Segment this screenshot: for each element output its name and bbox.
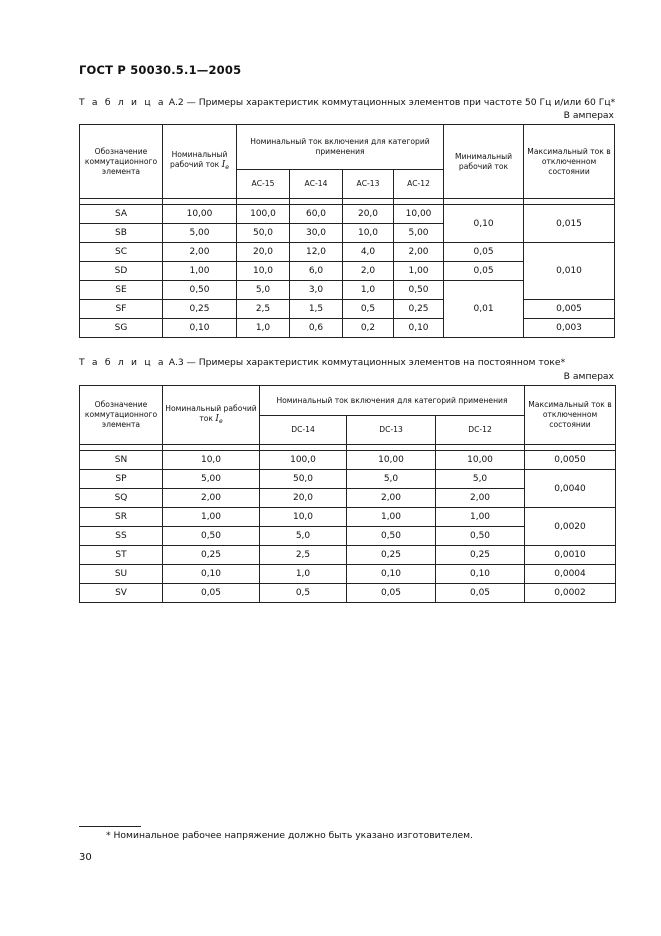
document-id: ГОСТ Р 50030.5.1—2005	[79, 63, 242, 77]
cell-value: 0,50	[436, 527, 525, 546]
cell-rated-current: 0,50	[163, 281, 237, 300]
cell-value: 10,0	[260, 508, 347, 527]
cell-value: 1,0	[260, 565, 347, 584]
cell-value: 2,00	[394, 243, 444, 262]
header-category: АС-13	[343, 170, 394, 199]
table-a2-caption	[79, 97, 615, 108]
cell-designation: SN	[80, 451, 163, 470]
cell-value: 100,0	[260, 451, 347, 470]
cell-designation: SD	[80, 262, 163, 281]
cell-value: 10,00	[394, 205, 444, 224]
cell-value: 1,0	[237, 319, 290, 338]
cell-value: 0,5	[343, 300, 394, 319]
cell-value: 0,2	[343, 319, 394, 338]
cell-value: 50,0	[237, 224, 290, 243]
table-row	[80, 470, 616, 489]
cell-value: 4,0	[343, 243, 394, 262]
cell-designation: SA	[80, 205, 163, 224]
table-a3-caption-text: А.3 — Примеры характеристик коммутационных элементов на постоянном токе*	[168, 357, 566, 368]
cell-value: 10,00	[347, 451, 436, 470]
table-row	[80, 205, 615, 224]
cell-rated-current: 0,10	[163, 319, 237, 338]
cell-max-off-current: 0,005	[524, 300, 615, 319]
table-a3	[79, 385, 616, 603]
header-max-off-current: Максимальный ток в отключенном состоянии	[524, 125, 615, 199]
cell-value: 2,5	[237, 300, 290, 319]
cell-max-off-current: 0,010	[524, 243, 615, 300]
cell-designation: SE	[80, 281, 163, 300]
cell-value: 20,0	[343, 205, 394, 224]
cell-value: 0,25	[347, 546, 436, 565]
table-row	[80, 508, 616, 527]
table-row	[80, 546, 616, 565]
cell-value: 10,0	[237, 262, 290, 281]
cell-rated-current: 0,25	[163, 300, 237, 319]
header-rated-current: Номинальный рабочий ток $I_e$	[163, 386, 260, 445]
table-a2-units: В амперах	[563, 110, 614, 121]
table-a2-caption-text: А.2 — Примеры характеристик коммутационных элементов при частоте 50 Гц и/или 60 Гц*	[168, 97, 616, 108]
table-a2	[79, 124, 615, 338]
cell-value: 3,0	[290, 281, 343, 300]
header-category: АС-14	[290, 170, 343, 199]
cell-min-current: 0,10	[444, 205, 524, 243]
cell-value: 1,00	[394, 262, 444, 281]
cell-value: 10,00	[436, 451, 525, 470]
cell-designation: ST	[80, 546, 163, 565]
footnote: * Номинальное рабочее напряжение должно быть указано изготовителем.	[106, 830, 473, 841]
cell-value: 0,50	[347, 527, 436, 546]
page-number: 30	[79, 852, 92, 863]
cell-value: 20,0	[237, 243, 290, 262]
cell-value: 5,0	[347, 470, 436, 489]
cell-max-off-current: 0,0004	[525, 565, 616, 584]
cell-min-current: 0,05	[444, 262, 524, 281]
cell-value: 0,25	[436, 546, 525, 565]
cell-value: 50,0	[260, 470, 347, 489]
header-category: DC-14	[260, 416, 347, 445]
cell-rated-current: 0,10	[163, 565, 260, 584]
cell-rated-current: 10,00	[163, 205, 237, 224]
cell-value: 0,5	[260, 584, 347, 603]
header-making-current-group: Номинальный ток включения для категорий применения	[237, 125, 444, 170]
cell-rated-current: 1,00	[163, 262, 237, 281]
cell-designation: SG	[80, 319, 163, 338]
cell-designation: SQ	[80, 489, 163, 508]
cell-rated-current: 2,00	[163, 243, 237, 262]
table-a3-caption	[79, 357, 565, 368]
cell-designation: SB	[80, 224, 163, 243]
cell-value: 0,6	[290, 319, 343, 338]
cell-max-off-current: 0,0050	[525, 451, 616, 470]
cell-max-off-current: 0,0040	[525, 470, 616, 508]
cell-value: 2,00	[436, 489, 525, 508]
cell-min-current: 0,01	[444, 281, 524, 338]
cell-value: 1,00	[436, 508, 525, 527]
header-designation: Обозначение коммутационного элемента	[80, 125, 163, 199]
table-row	[80, 243, 615, 262]
cell-designation: SV	[80, 584, 163, 603]
cell-rated-current: 5,00	[163, 470, 260, 489]
cell-value: 2,0	[343, 262, 394, 281]
cell-rated-current: 0,50	[163, 527, 260, 546]
cell-designation: SU	[80, 565, 163, 584]
cell-value: 5,0	[237, 281, 290, 300]
cell-value: 5,0	[260, 527, 347, 546]
cell-max-off-current: 0,0010	[525, 546, 616, 565]
header-category: DC-12	[436, 416, 525, 445]
cell-value: 0,10	[436, 565, 525, 584]
cell-value: 5,00	[394, 224, 444, 243]
header-category: DC-13	[347, 416, 436, 445]
cell-value: 2,5	[260, 546, 347, 565]
cell-rated-current: 0,05	[163, 584, 260, 603]
cell-rated-current: 2,00	[163, 489, 260, 508]
cell-value: 1,0	[343, 281, 394, 300]
cell-value: 60,0	[290, 205, 343, 224]
table-row	[80, 565, 616, 584]
header-category: АС-12	[394, 170, 444, 199]
table-row	[80, 451, 616, 470]
cell-designation: SP	[80, 470, 163, 489]
cell-value: 5,0	[436, 470, 525, 489]
table-row	[80, 300, 615, 319]
cell-max-off-current: 0,003	[524, 319, 615, 338]
cell-value: 2,00	[347, 489, 436, 508]
cell-max-off-current: 0,0002	[525, 584, 616, 603]
table-a3-caption-label: Т а б л и ц а	[79, 357, 166, 368]
cell-value: 1,00	[347, 508, 436, 527]
table-row	[80, 584, 616, 603]
cell-value: 6,0	[290, 262, 343, 281]
cell-max-off-current: 0,0020	[525, 508, 616, 546]
cell-rated-current: 1,00	[163, 508, 260, 527]
cell-value: 30,0	[290, 224, 343, 243]
cell-value: 0,25	[394, 300, 444, 319]
table-a2-caption-label: Т а б л и ц а	[79, 97, 166, 108]
table-a3-units: В амперах	[563, 371, 614, 382]
cell-designation: SF	[80, 300, 163, 319]
cell-value: 0,50	[394, 281, 444, 300]
header-rated-current: Номинальный рабочий ток $I_e$	[163, 125, 237, 199]
footnote-divider	[79, 826, 141, 827]
cell-value: 1,5	[290, 300, 343, 319]
cell-value: 20,0	[260, 489, 347, 508]
cell-value: 10,0	[343, 224, 394, 243]
header-max-off-current: Максимальный ток в отключенном состоянии	[525, 386, 616, 445]
cell-rated-current: 5,00	[163, 224, 237, 243]
cell-value: 0,05	[347, 584, 436, 603]
table-row	[80, 319, 615, 338]
header-min-current: Минимальный рабочий ток	[444, 125, 524, 199]
cell-value: 12,0	[290, 243, 343, 262]
cell-max-off-current: 0,015	[524, 205, 615, 243]
cell-designation: SS	[80, 527, 163, 546]
cell-value: 0,10	[347, 565, 436, 584]
cell-designation: SR	[80, 508, 163, 527]
cell-value: 100,0	[237, 205, 290, 224]
header-designation: Обозначение коммутационного элемента	[80, 386, 163, 445]
cell-rated-current: 10,0	[163, 451, 260, 470]
cell-value: 0,10	[394, 319, 444, 338]
cell-designation: SC	[80, 243, 163, 262]
header-making-current-group: Номинальный ток включения для категорий применения	[260, 386, 525, 416]
header-category: АС-15	[237, 170, 290, 199]
cell-rated-current: 0,25	[163, 546, 260, 565]
cell-value: 0,05	[436, 584, 525, 603]
cell-min-current: 0,05	[444, 243, 524, 262]
